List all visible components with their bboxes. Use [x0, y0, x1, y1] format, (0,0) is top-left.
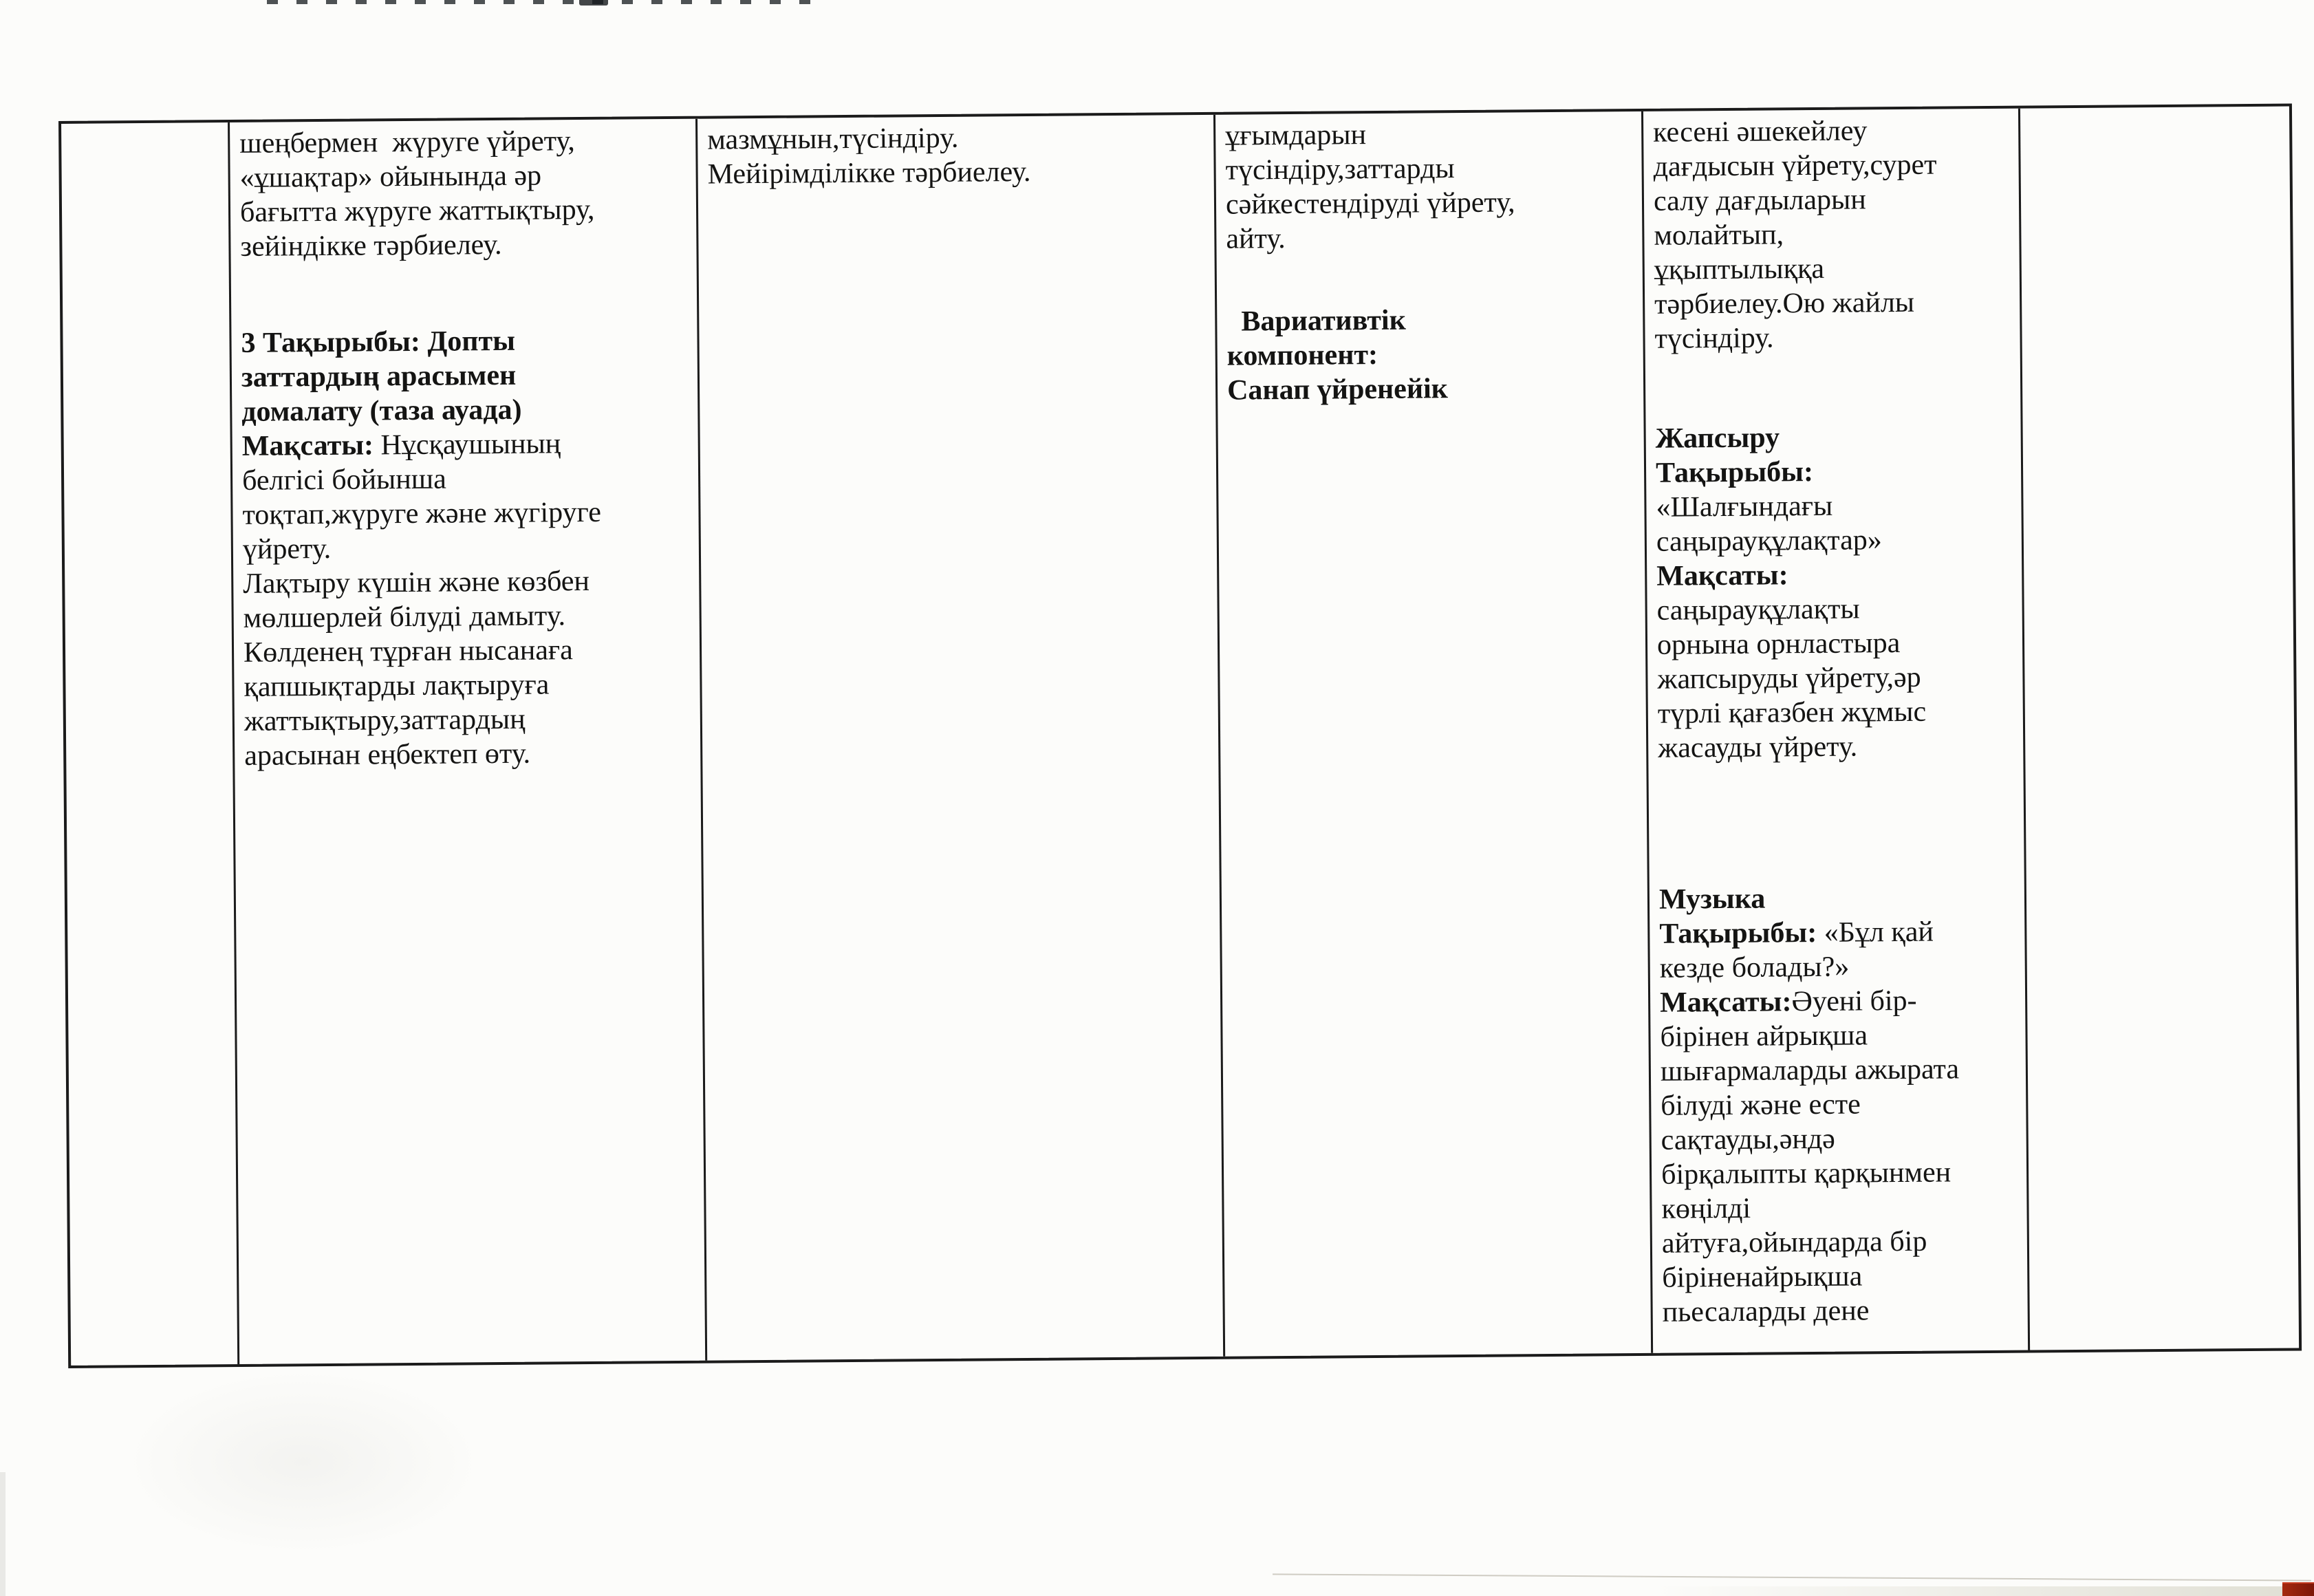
text-run: саңырауқұлақты орнына орнластыра жапсыруды үйрету,әр түрлі қағазбен жұмыс жасауды үйрету.	[1656, 593, 1927, 764]
text-run-bold: Жапсыру Тақырыбы:	[1655, 422, 1814, 489]
text-run: «Бұл қай кезде болады?»	[1659, 916, 1934, 984]
text-run: ұғымдарын түсіндіру,заттарды сәйкестендіруді үйрету, айту.	[1225, 119, 1515, 255]
paragraph	[1225, 116, 1636, 257]
table-cell-empty-left	[61, 122, 239, 1366]
curriculum-table	[58, 103, 2302, 1368]
text-run-bold: Мақсаты:	[241, 429, 374, 462]
table-cell-empty-right	[2020, 107, 2299, 1350]
text-run: «Шалғындағы саңырауқұлақтар»	[1656, 490, 1882, 558]
table-cell-moral-education	[698, 115, 1225, 1361]
table-cell-applique-music	[1643, 109, 2030, 1353]
text-run: кесені әшекейлеу дағдысын үйрету,сурет салу дағдыларын молайтып, ұқыптылыққа тәрбиелеу.Ою жайлы түсіндіру.	[1653, 115, 1937, 355]
text-run-bold: 3 Тақырыбы: Допты заттардың арасымен домалату (таза ауада)	[241, 325, 522, 428]
table-cell-motor-skills	[230, 119, 707, 1364]
scan-artifact-top-blob	[579, 0, 608, 6]
paragraph	[241, 323, 691, 429]
text-run-bold: Музыка Тақырыбы:	[1658, 883, 1824, 950]
paragraph	[1653, 113, 2013, 356]
scan-artifact-top-edge	[267, 0, 825, 4]
text-run: Көлденең тұрған нысанаға қапшықтарды лақтыруға жаттықтыру,заттардың арасынан еңбектеп өту.	[243, 634, 574, 772]
paragraph	[707, 119, 1207, 192]
paragraph	[1656, 419, 2017, 766]
scan-artifact-smudge	[124, 1369, 482, 1555]
text-run: Әуені бір- бірінен айрықша шығармаларды ажырата білуді және есте сақтауды,әндә бірқалыпты қарқынмен көңілді айтуға,ойындарда бір біріненайрықша пьесаларды дене	[1660, 984, 1960, 1328]
paragraph	[239, 123, 690, 264]
scan-artifact-bottom-line	[1273, 1573, 2311, 1581]
text-run-bold: Вариативтік компонент: Санап үйренейік	[1226, 304, 1449, 407]
text-run-bold: Мақсаты:	[1656, 559, 1788, 592]
paragraph	[1659, 880, 2021, 1330]
text-run: мазмұнын,түсіндіру. Мейірімділікке тәрбиелеу.	[707, 122, 1031, 191]
text-run-bold: Мақсаты:	[1659, 986, 1792, 1019]
paragraph	[242, 426, 693, 567]
text-run: Лақтыру күшін және көзбен мөлшерлей білуді дамыту.	[243, 565, 590, 634]
table-cell-concepts-variative	[1215, 111, 1653, 1357]
text-run: Нұсқаушының белгісі бойынша тоқтап,жүруге және жүгіруге үйрету.	[241, 428, 602, 565]
scan-artifact-bottom-band	[1651, 1586, 2314, 1596]
paragraph	[1226, 301, 1636, 408]
scan-artifact-red-mark	[2282, 1582, 2314, 1596]
text-run: шеңбермен жүруге үйрету, «ұшақтар» ойынында әр бағытта жүруге жаттықтыру, зейіндікке тәрбиелеу.	[239, 125, 595, 263]
paragraph	[244, 632, 694, 773]
scan-artifact-left-edge	[0, 1472, 6, 1596]
paragraph	[243, 563, 693, 636]
